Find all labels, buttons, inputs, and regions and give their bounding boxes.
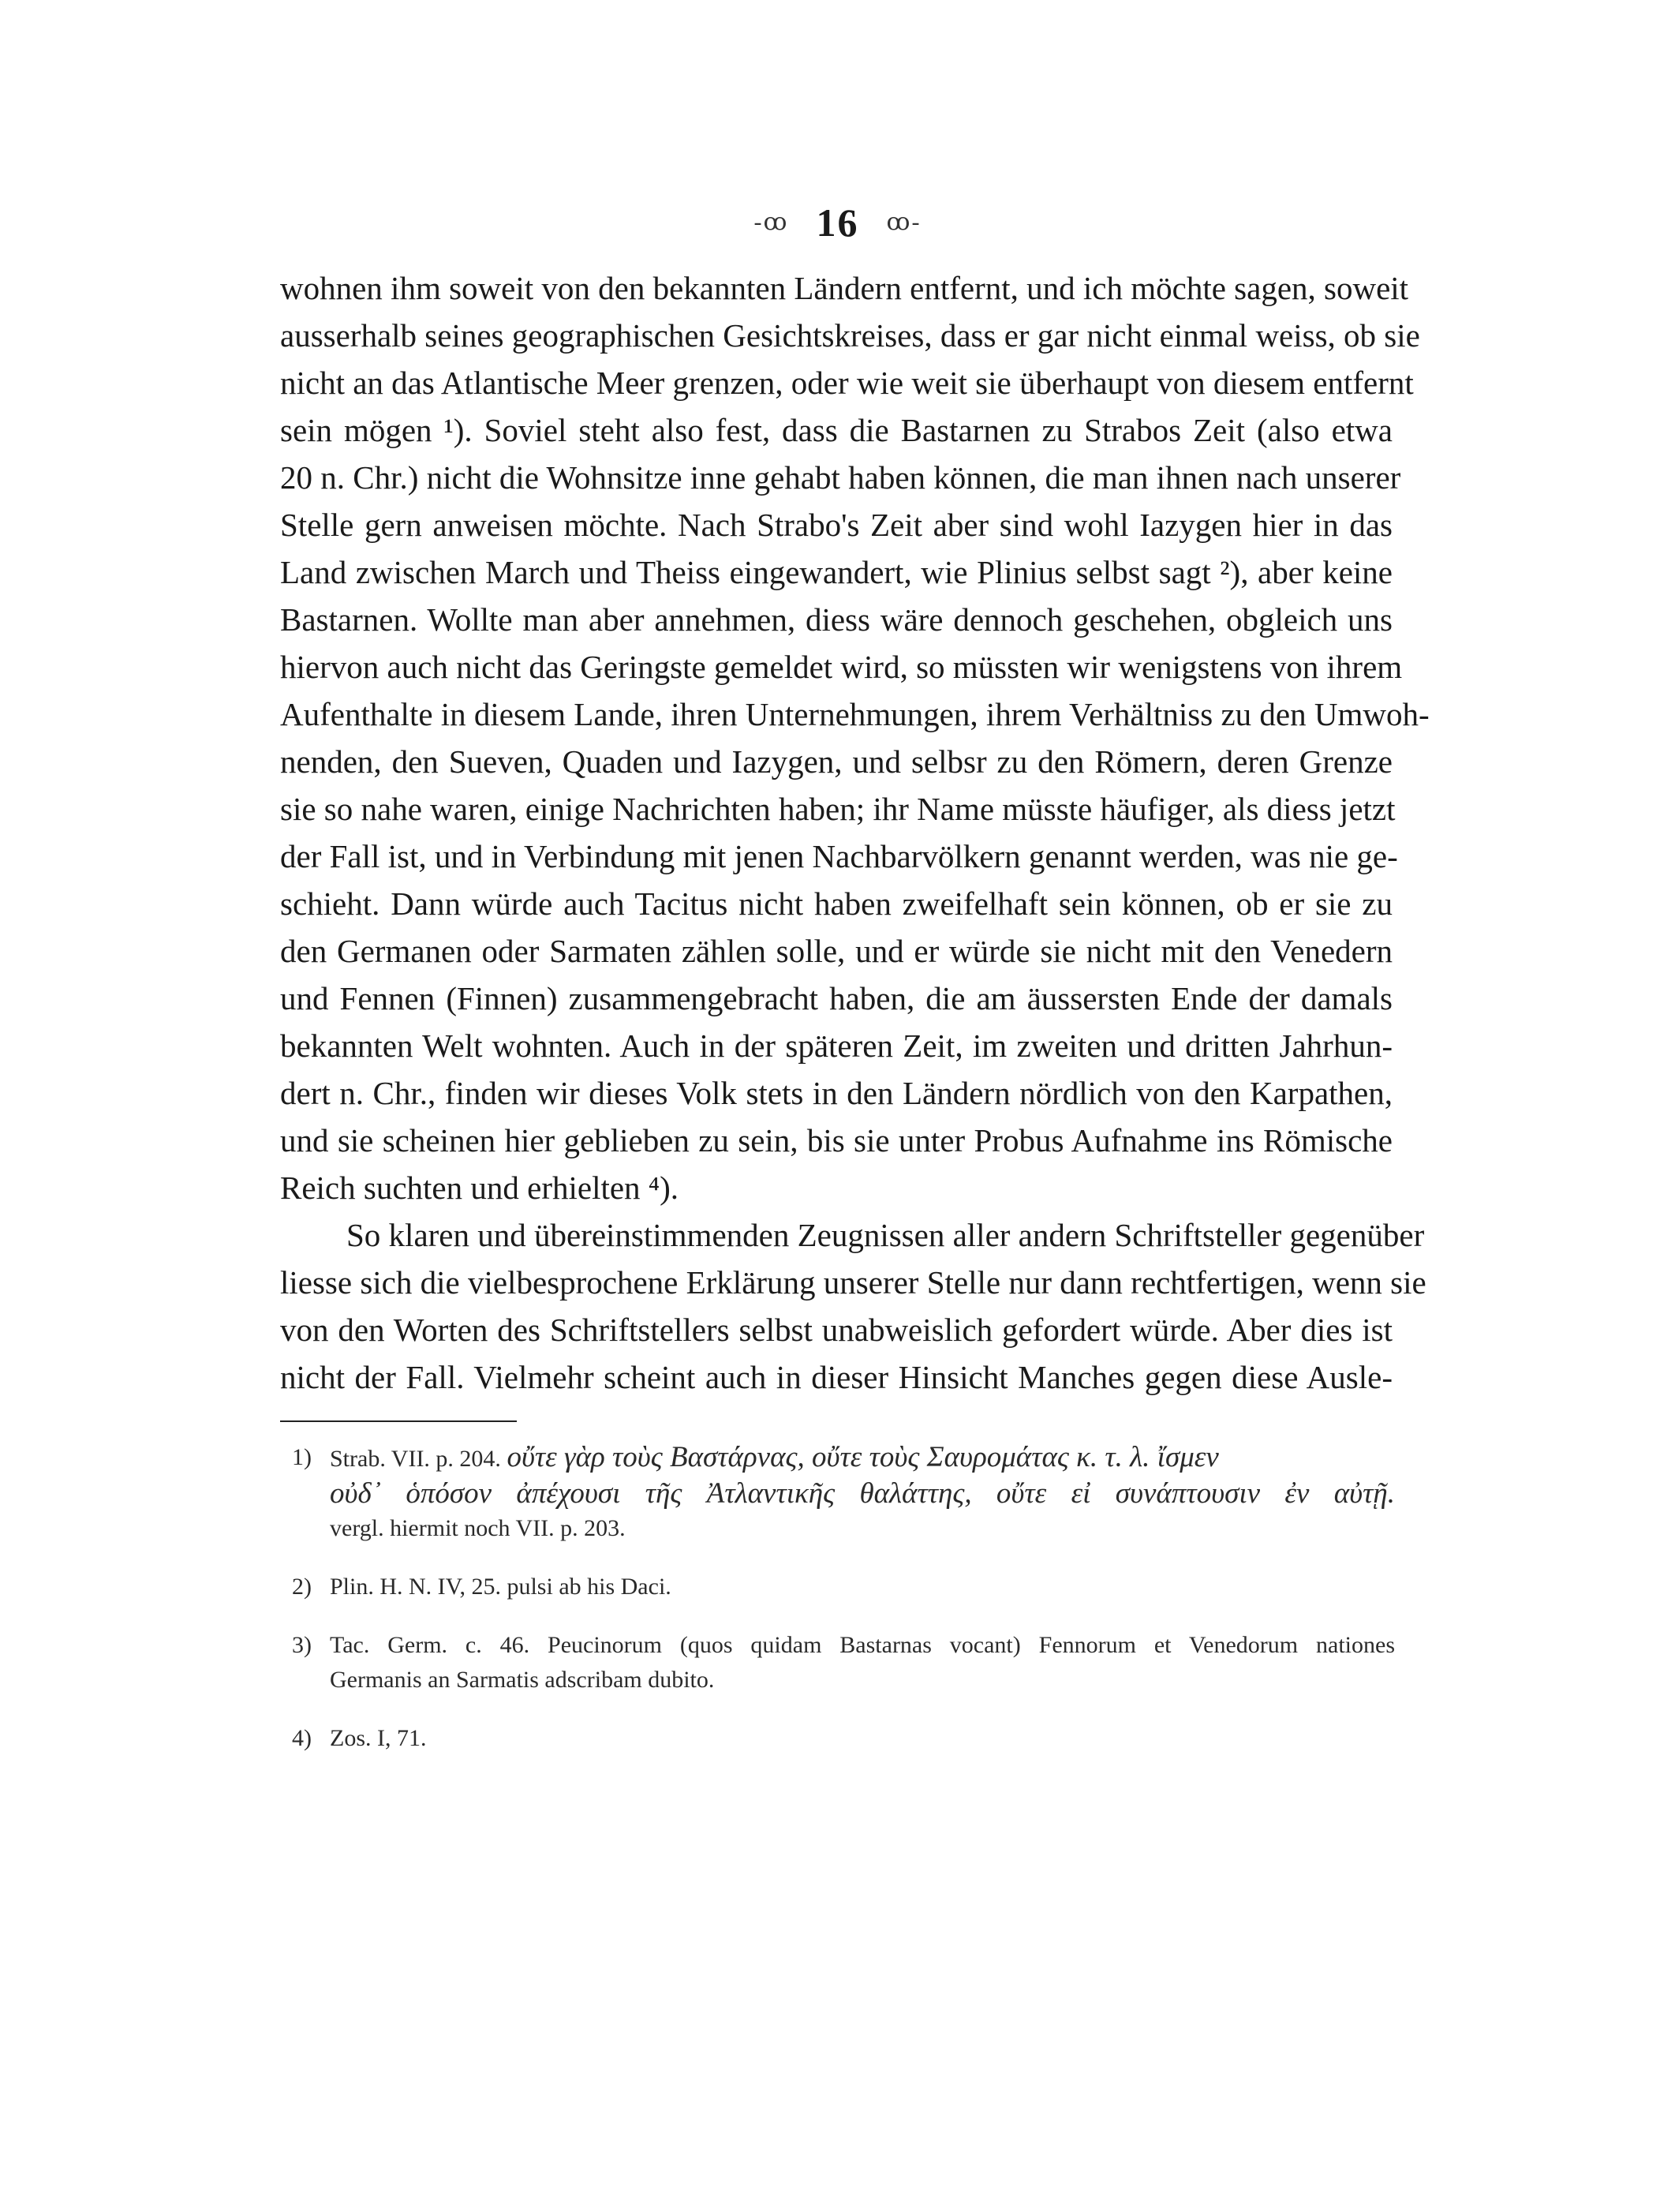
text-line: Stelle gern anweisen möchte. Nach Strabo's Zeit aber sind wohl Iazygen hier in das: [280, 507, 1393, 543]
footnote-separator: [280, 1420, 517, 1422]
footnote-marker: 3): [292, 1632, 312, 1658]
text-line: von den Worten des Schriftstellers selbst unabweislich gefordert würde. Aber dies ist: [280, 1312, 1393, 1348]
footnote-text: Tac. Germ. c. 46. Peucinorum (quos quidam Bastarnas vocant) Fennorum et Venedorum nationes: [330, 1632, 1395, 1658]
greek-quote: οὔτε γὰρ τοὺς Βαστάρνας, οὔτε τοὺς Σαυρομάτας κ. τ. λ. ἴσμεν: [507, 1441, 1219, 1473]
greek-quote: οὐδ᾽ ὁπόσον ἀπέχουσι τῆς Ἀτλαντικῆς θαλάττης, οὔτε εἰ συνάπτουσιν ἐν αὐτῇ.: [330, 1477, 1395, 1510]
text-line: 20 n. Chr.) nicht die Wohnsitze inne gehabt haben können, die man ihnen nach unserer: [280, 459, 1401, 496]
text-line: nicht an das Atlantische Meer grenzen, oder wie weit sie überhaupt von diesem entfernt: [280, 365, 1414, 401]
text-line: wohnen ihm soweit von den bekannten Ländern entfernt, und ich möchte sagen, soweit: [280, 270, 1409, 306]
text-line: bekannten Welt wohnten. Auch in der späteren Zeit, im zweiten und dritten Jahrhun-: [280, 1027, 1393, 1064]
footnote-text: Zos. I, 71.: [330, 1725, 427, 1751]
footnote-1: [292, 1440, 1395, 1546]
text-line: schieht. Dann würde auch Tacitus nicht haben zweifelhaft sein können, ob er sie zu: [280, 885, 1393, 922]
footnote-line: [330, 1440, 1395, 1477]
footnote-2: [292, 1570, 1395, 1604]
text-line: der Fall ist, und in Verbindung mit jenen Nachbarvölkern genannt werden, was nie ge-: [280, 838, 1398, 874]
text-line: sie so nahe waren, einige Nachrichten haben; ihr Name müsste häufiger, als diess jetzt: [280, 791, 1396, 827]
page-header: [0, 196, 1675, 246]
text-line: So klaren und übereinstimmenden Zeugnissen aller andern Schriftsteller gegenüber: [346, 1217, 1425, 1253]
body-text: [280, 264, 1430, 1401]
text-line: Land zwischen March und Theiss eingewandert, wie Plinius selbst sagt ²), aber keine: [280, 554, 1393, 590]
footnote-marker: 4): [292, 1725, 312, 1751]
text-line: und sie scheinen hier geblieben zu sein, bis sie unter Probus Aufnahme ins Römische: [280, 1122, 1393, 1158]
text-line: Aufenthalte in diesem Lande, ihren Unternehmungen, ihrem Verhältniss zu den Umwoh-: [280, 696, 1430, 732]
ornament-left-icon: -ꝏ: [753, 208, 789, 235]
text-line: und Fennen (Finnen) zusammengebracht haben, die am äussersten Ende der damals: [280, 980, 1393, 1016]
footnotes: [292, 1440, 1395, 1780]
footnote-marker: 1): [292, 1444, 312, 1470]
footnote-text: Plin. H. N. IV, 25. pulsi ab his Daci.: [330, 1574, 671, 1600]
text-line: liesse sich die vielbesprochene Erklärung unserer Stelle nur dann rechtfertigen, wenn sie: [280, 1264, 1426, 1301]
text-line: nicht der Fall. Vielmehr scheint auch in dieser Hinsicht Manches gegen diese Ausle-: [280, 1359, 1393, 1395]
text-line: sein mögen ¹). Soviel steht also fest, dass die Bastarnen zu Strabos Zeit (also etwa: [280, 412, 1393, 448]
footnote-text: Germanis an Sarmatis adscribam dubito.: [330, 1667, 715, 1693]
footnote-marker: 2): [292, 1574, 312, 1600]
text-line: Reich suchten und erhielten ⁴).: [280, 1170, 679, 1206]
footnote-text: Strab. VII. p. 204.: [330, 1446, 507, 1472]
footnote-text: vergl. hiermit noch VII. p. 203.: [330, 1515, 626, 1541]
text-line: dert n. Chr., finden wir dieses Volk stets in den Ländern nördlich von den Karpathen,: [280, 1075, 1393, 1111]
text-line: nenden, den Sueven, Quaden und Iazygen, und selbsr zu den Römern, deren Grenze: [280, 743, 1393, 780]
text-line: ausserhalb seines geographischen Gesichtskreises, dass er gar nicht einmal weiss, ob sie: [280, 317, 1420, 354]
text-line: den Germanen oder Sarmaten zählen solle, und er würde sie nicht mit den Venedern: [280, 933, 1393, 969]
page-number: 16: [816, 200, 859, 245]
text-line: Bastarnen. Wollte man aber annehmen, diess wäre dennoch geschehen, obgleich uns: [280, 601, 1393, 638]
footnote-3: [292, 1628, 1395, 1697]
footnote-4: [292, 1721, 1395, 1756]
ornament-right-icon: ꝏ-: [886, 208, 922, 235]
text-line: hiervon auch nicht das Geringste gemeldet wird, so müssten wir wenigstens von ihrem: [280, 649, 1403, 685]
